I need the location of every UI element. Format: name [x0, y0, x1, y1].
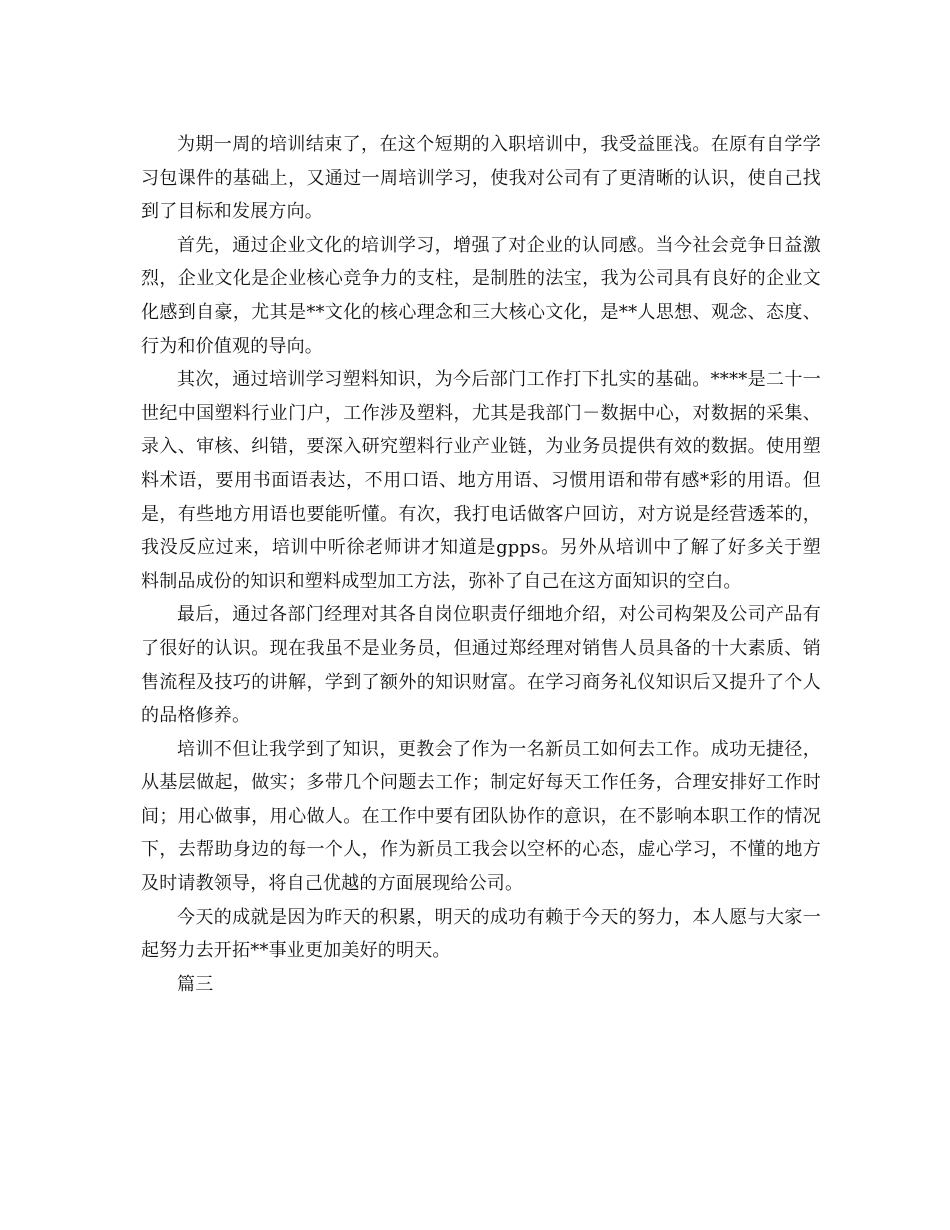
paragraph-1: 为期一周的培训结束了，在这个短期的入职培训中，我受益匪浅。在原有自学学习包课件的基础上，又通过一周培训学习，使我对公司有了更清晰的认识，使自己找到了目标和发展方向。: [141, 134, 821, 223]
paragraph-4: 最后，通过各部门经理对其各自岗位职责仔细地介绍，对公司构架及公司产品有了很好的认识。现在我虽不是业务员，但通过郑经理对销售人员具备的十大素质、销售流程及技巧的讲解，学到了额外的知识财富。在学习商务礼仪知识后又提升了个人的品格修养。: [141, 604, 821, 727]
document-body: [141, 128, 821, 1001]
paragraph-6: 今天的成就是因为昨天的积累，明天的成功有赖于今天的努力，本人愿与大家一起努力去开拓**事业更加美好的明天。: [141, 906, 821, 962]
section-heading-pian-san: 篇三: [177, 973, 214, 995]
paragraph-2: 首先，通过企业文化的培训学习，增强了对企业的认同感。当今社会竞争日益激烈，企业文化是企业核心竞争力的支柱，是制胜的法宝，我为公司具有良好的企业文化感到自豪，尤其是**文化的核心理念和三大核心文化，是**人思想、观念、态度、行为和价值观的导向。: [141, 234, 821, 357]
paragraph-5: 培训不但让我学到了知识，更教会了作为一名新员工如何去工作。成功无捷径，从基层做起，做实；多带几个问题去工作；制定好每天工作任务，合理安排好工作时间；用心做事，用心做人。在工作中要有团队协作的意识，在不影响本职工作的情况下，去帮助身边的每一个人，作为新员工我会以空杯的心态，虚心学习，不懂的地方及时请教领导，将自己优越的方面展现给公司。: [141, 738, 821, 895]
paragraph-3: 其次，通过培训学习塑料知识，为今后部门工作打下扎实的基础。****是二十一世纪中国塑料行业门户，工作涉及塑料，尤其是我部门－数据中心，对数据的采集、录入、审核、纠错，要深入研究塑料行业产业链，为业务员提供有效的数据。使用塑料术语，要用书面语表达，不用口语、地方用语、习惯用语和带有感*彩的用语。但是，有些地方用语也要能听懂。有次，我打电话做客户回访，对方说是经营透苯的，我没反应过来，培训中听徐老师讲才知道是gpps。另外从培训中了解了好多关于塑料制品成份的知识和塑料成型加工方法，弥补了自己在这方面知识的空白。: [141, 369, 821, 592]
